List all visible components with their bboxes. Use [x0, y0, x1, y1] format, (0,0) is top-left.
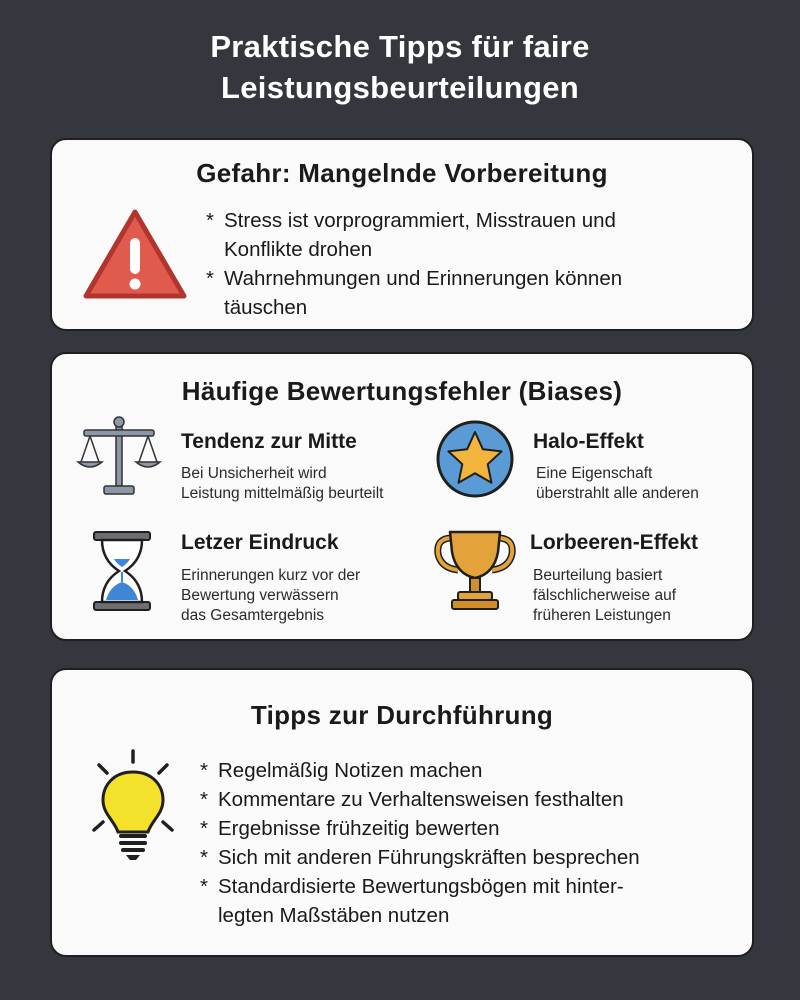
biases-card-title: Häufige Bewertungsfehler (Biases)	[181, 376, 623, 406]
bias-description: Erinnerungen kurz vor der Bewertung verwässern das Gesamtergebnis	[181, 567, 361, 624]
bias-description: Eine Eigenschaft überstrahlt alle anderen	[536, 465, 699, 502]
tip-bullet: * Kommentare zu Verhaltensweisen festhalten	[198, 785, 748, 814]
tip-bullet: * Ergebnisse frühzeitig bewerten	[198, 814, 748, 843]
danger-bullet: * Wahrnehmungen und Erinnerungen können täuschen	[204, 264, 734, 322]
title-line-1: Praktische Tipps für faire	[210, 29, 590, 64]
tip-bullet: * Standardisierte Bewertungsbögen mit hinter- legten Maßstäben nutzen	[198, 872, 748, 930]
bias-title: Halo-Effekt	[533, 430, 644, 453]
title-line-2: Leistungsbeurteilungen	[221, 70, 579, 105]
tips-card	[50, 668, 754, 957]
hourglass-icon	[92, 530, 152, 612]
page-title	[0, 26, 800, 108]
bias-title: Lorbeeren-Effekt	[530, 531, 699, 554]
trophy-icon	[432, 528, 518, 612]
danger-bullet-list	[204, 206, 734, 322]
danger-card-title: Gefahr: Mangelnde Vorbereitung	[196, 158, 608, 188]
danger-bullet: * Stress ist vorprogrammiert, Misstrauen und Konflikte drohen	[204, 206, 734, 264]
tips-bullet-list	[198, 756, 748, 930]
bias-description: Bei Unsicherheit wird Leistung mittelmäßig beurteilt	[181, 465, 384, 502]
bias-description: Beurteilung basiert fälschlicherweise auf früheren Leistungen	[533, 567, 677, 624]
bias-title: Letzer Eindruck	[181, 531, 339, 554]
biases-card	[50, 352, 754, 641]
scales-icon	[76, 414, 162, 498]
warning-triangle-icon	[80, 206, 190, 304]
tips-card-title: Tipps zur Durchführung	[250, 700, 554, 730]
tip-bullet: * Sich mit anderen Führungskräften besprechen	[198, 843, 748, 872]
danger-card	[50, 138, 754, 331]
lightbulb-icon	[88, 748, 178, 864]
star-icon	[434, 418, 516, 500]
tip-bullet: * Regelmäßig Notizen machen	[198, 756, 748, 785]
bias-title: Tendenz zur Mitte	[181, 430, 357, 453]
